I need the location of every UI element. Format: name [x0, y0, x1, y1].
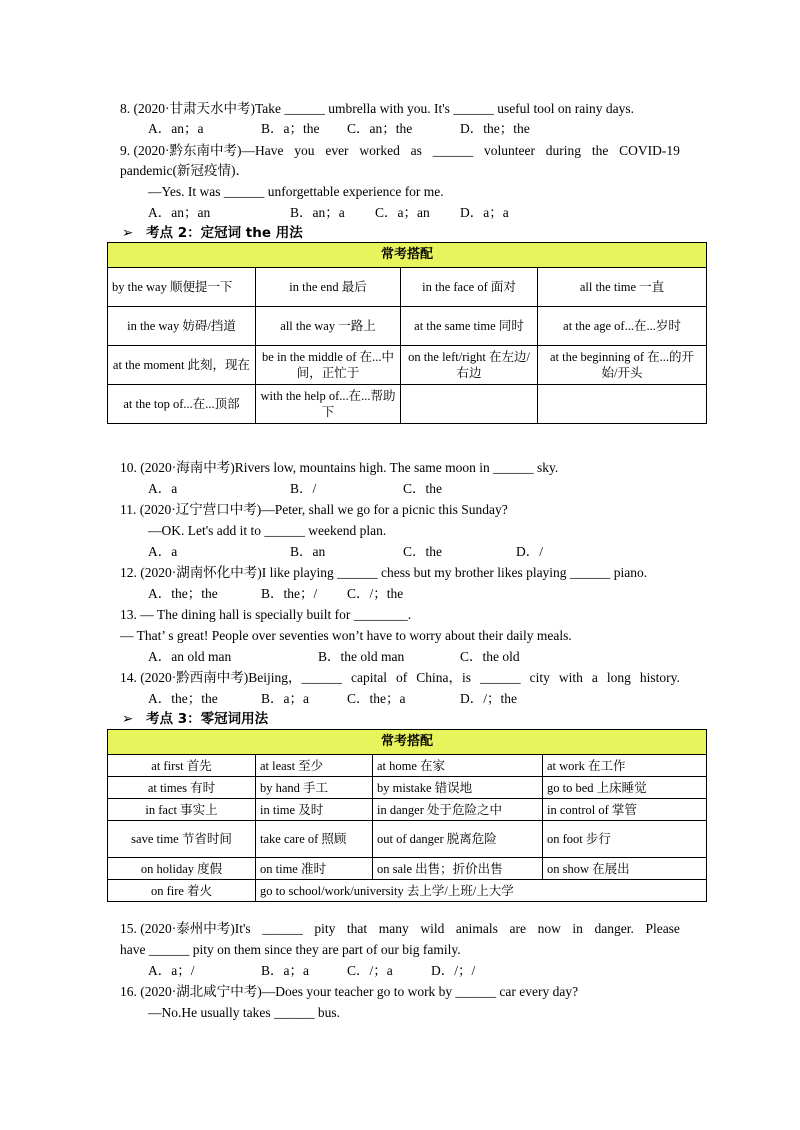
table-cell: take care of 照顾 [256, 821, 373, 858]
table-cell: at least 至少 [256, 755, 373, 777]
q9-option-c: C．a；an [375, 205, 430, 220]
table-row [108, 346, 707, 385]
q10-option-c: C．the [403, 481, 442, 496]
table-cell: at home 在家 [373, 755, 543, 777]
table-cell: at the age of...在...岁时 [538, 307, 707, 346]
q12-option-a: A．the；the [148, 586, 218, 601]
table-cell: be in the middle of 在...中间，正忙于 [256, 346, 401, 385]
table-row [108, 858, 707, 880]
arrow-bullet-icon: ➢ [122, 225, 134, 241]
table-cell: by hand 手工 [256, 777, 373, 799]
table-cell: in danger 处于危险之中 [373, 799, 543, 821]
question-16-stem: 16. (2020·湖北咸宁中考)—Does your teacher go to work by ______ car every day? [120, 984, 579, 999]
table-row [108, 821, 707, 858]
table-cell: by the way 顺便提一下 [108, 268, 256, 307]
table-cell: out of danger 脱离危险 [373, 821, 543, 858]
q11-option-c: C．the [403, 544, 442, 559]
table-cell: in fact 事实上 [108, 799, 256, 821]
question-8-stem: 8. (2020·甘肃天水中考)Take ______ umbrella with you. It's ______ useful tool on rainy days. [120, 101, 635, 116]
q8-option-c: C．an；the [347, 121, 413, 136]
table-cell: save time 节省时间 [108, 821, 256, 858]
section-3-title: 考点 3：零冠词用法 [146, 711, 269, 727]
question-13-reply: — That’ s great! People over seventies won’t have to worry about their daily meals. [120, 628, 572, 643]
table-row [108, 385, 707, 424]
table-cell: at the beginning of 在...的开始/开头 [538, 346, 707, 385]
q15-option-a: A．a；/ [148, 963, 195, 978]
table-cell: at the top of...在...顶部 [108, 385, 256, 424]
table-cell: at the moment 此刻，现在 [108, 346, 256, 385]
q8-option-b: B．a；the [261, 121, 320, 136]
question-13-stem: 13. — The dining hall is specially built for ________. [120, 607, 412, 622]
question-11-stem: 11. (2020·辽宁营口中考)—Peter, shall we go for a picnic this Sunday? [120, 502, 508, 517]
question-15-stem-continued: have ______ pity on them since they are part of our big family. [120, 942, 461, 957]
table-cell [401, 385, 538, 424]
table-cell: go to bed 上床睡觉 [543, 777, 707, 799]
table-cell: on sale 出售；折价出售 [373, 858, 543, 880]
q13-option-a: A．an old man [148, 649, 232, 664]
table-row [108, 268, 707, 307]
table-cell: in the end 最后 [256, 268, 401, 307]
q15-option-b: B．a；a [261, 963, 309, 978]
q15-option-c: C．/；a [347, 963, 393, 978]
table-cell: at first 首先 [108, 755, 256, 777]
q14-option-a: A．the；the [148, 691, 218, 706]
q14-option-d: D．/；the [460, 691, 517, 706]
table-row [108, 777, 707, 799]
question-9-stem-continued: pandemic(新冠疫情)． [120, 163, 249, 178]
q9-option-d: D．a；a [460, 205, 509, 220]
q13-option-b: B．the old man [318, 649, 405, 664]
table-cell: on time 准时 [256, 858, 373, 880]
section-2-heading [122, 224, 303, 242]
table-cell: go to school/work/university 去上学/上班/上大学 [256, 880, 707, 902]
q8-option-d: D．the；the [460, 121, 530, 136]
table-row [108, 799, 707, 821]
collocation-table-the [107, 242, 707, 424]
q9-option-b: B．an；a [290, 205, 345, 220]
table-cell: at times 有时 [108, 777, 256, 799]
question-10-stem: 10. (2020·海南中考)Rivers low, mountains high. The same moon in ______ sky. [120, 460, 559, 475]
q10-option-a: A．a [148, 481, 178, 496]
question-14-stem: 14. (2020·黔西南中考)Beijing，______ capital of China，is ______ city with a long history. [120, 670, 680, 685]
section-2-title: 考点 2：定冠词 the 用法 [146, 225, 303, 241]
table-cell: in time 及时 [256, 799, 373, 821]
q11-option-b: B．an [290, 544, 326, 559]
question-11-reply: —OK. Let's add it to ______ weekend plan. [148, 523, 387, 538]
table-cell: in control of 掌管 [543, 799, 707, 821]
arrow-bullet-icon: ➢ [122, 711, 134, 727]
table-cell: on the left/right 在左边/右边 [401, 346, 538, 385]
table-cell: in the way 妨碍/挡道 [108, 307, 256, 346]
table-row [108, 880, 707, 902]
table-cell: in the face of 面对 [401, 268, 538, 307]
table-row [108, 755, 707, 777]
table-cell: on holiday 度假 [108, 858, 256, 880]
table-cell: by mistake 错误地 [373, 777, 543, 799]
table-cell: on foot 步行 [543, 821, 707, 858]
q14-option-b: B．a；a [261, 691, 309, 706]
q11-option-a: A．a [148, 544, 178, 559]
q10-option-b: B．/ [290, 481, 317, 496]
q11-option-d: D．/ [516, 544, 543, 559]
section-3-heading [122, 710, 268, 728]
table-cell: with the help of...在...帮助下 [256, 385, 401, 424]
collocation-table-zero-article [107, 729, 707, 902]
q14-option-c: C．the；a [347, 691, 406, 706]
q12-option-c: C．/；the [347, 586, 404, 601]
q13-option-c: C．the old [460, 649, 520, 664]
q9-option-a: A．an；an [148, 205, 211, 220]
question-9-reply: —Yes. It was ______ unforgettable experience for me. [148, 184, 444, 199]
table-cell: at work 在工作 [543, 755, 707, 777]
question-16-reply: —No.He usually takes ______ bus. [148, 1005, 340, 1020]
table-cell: on fire 着火 [108, 880, 256, 902]
table-row [108, 307, 707, 346]
table-cell: on show 在展出 [543, 858, 707, 880]
question-15-stem: 15. (2020·泰州中考)It's ______ pity that many wild animals are now in danger. Please [120, 921, 680, 936]
q12-option-b: B．the；/ [261, 586, 318, 601]
table-cell: all the time 一直 [538, 268, 707, 307]
question-12-stem: 12. (2020·湖南怀化中考)I like playing ______ chess but my brother likes playing ______ piano. [120, 565, 648, 580]
question-9-stem: 9. (2020·黔东南中考)—Have you ever worked as ______ volunteer during the COVID-19 [120, 143, 680, 158]
table-cell [538, 385, 707, 424]
table-header: 常考搭配 [108, 243, 707, 268]
q15-option-d: D．/；/ [431, 963, 476, 978]
table-cell: at the same time 同时 [401, 307, 538, 346]
q8-option-a: A．an；a [148, 121, 204, 136]
table-cell: all the way 一路上 [256, 307, 401, 346]
table-header: 常考搭配 [108, 730, 707, 755]
